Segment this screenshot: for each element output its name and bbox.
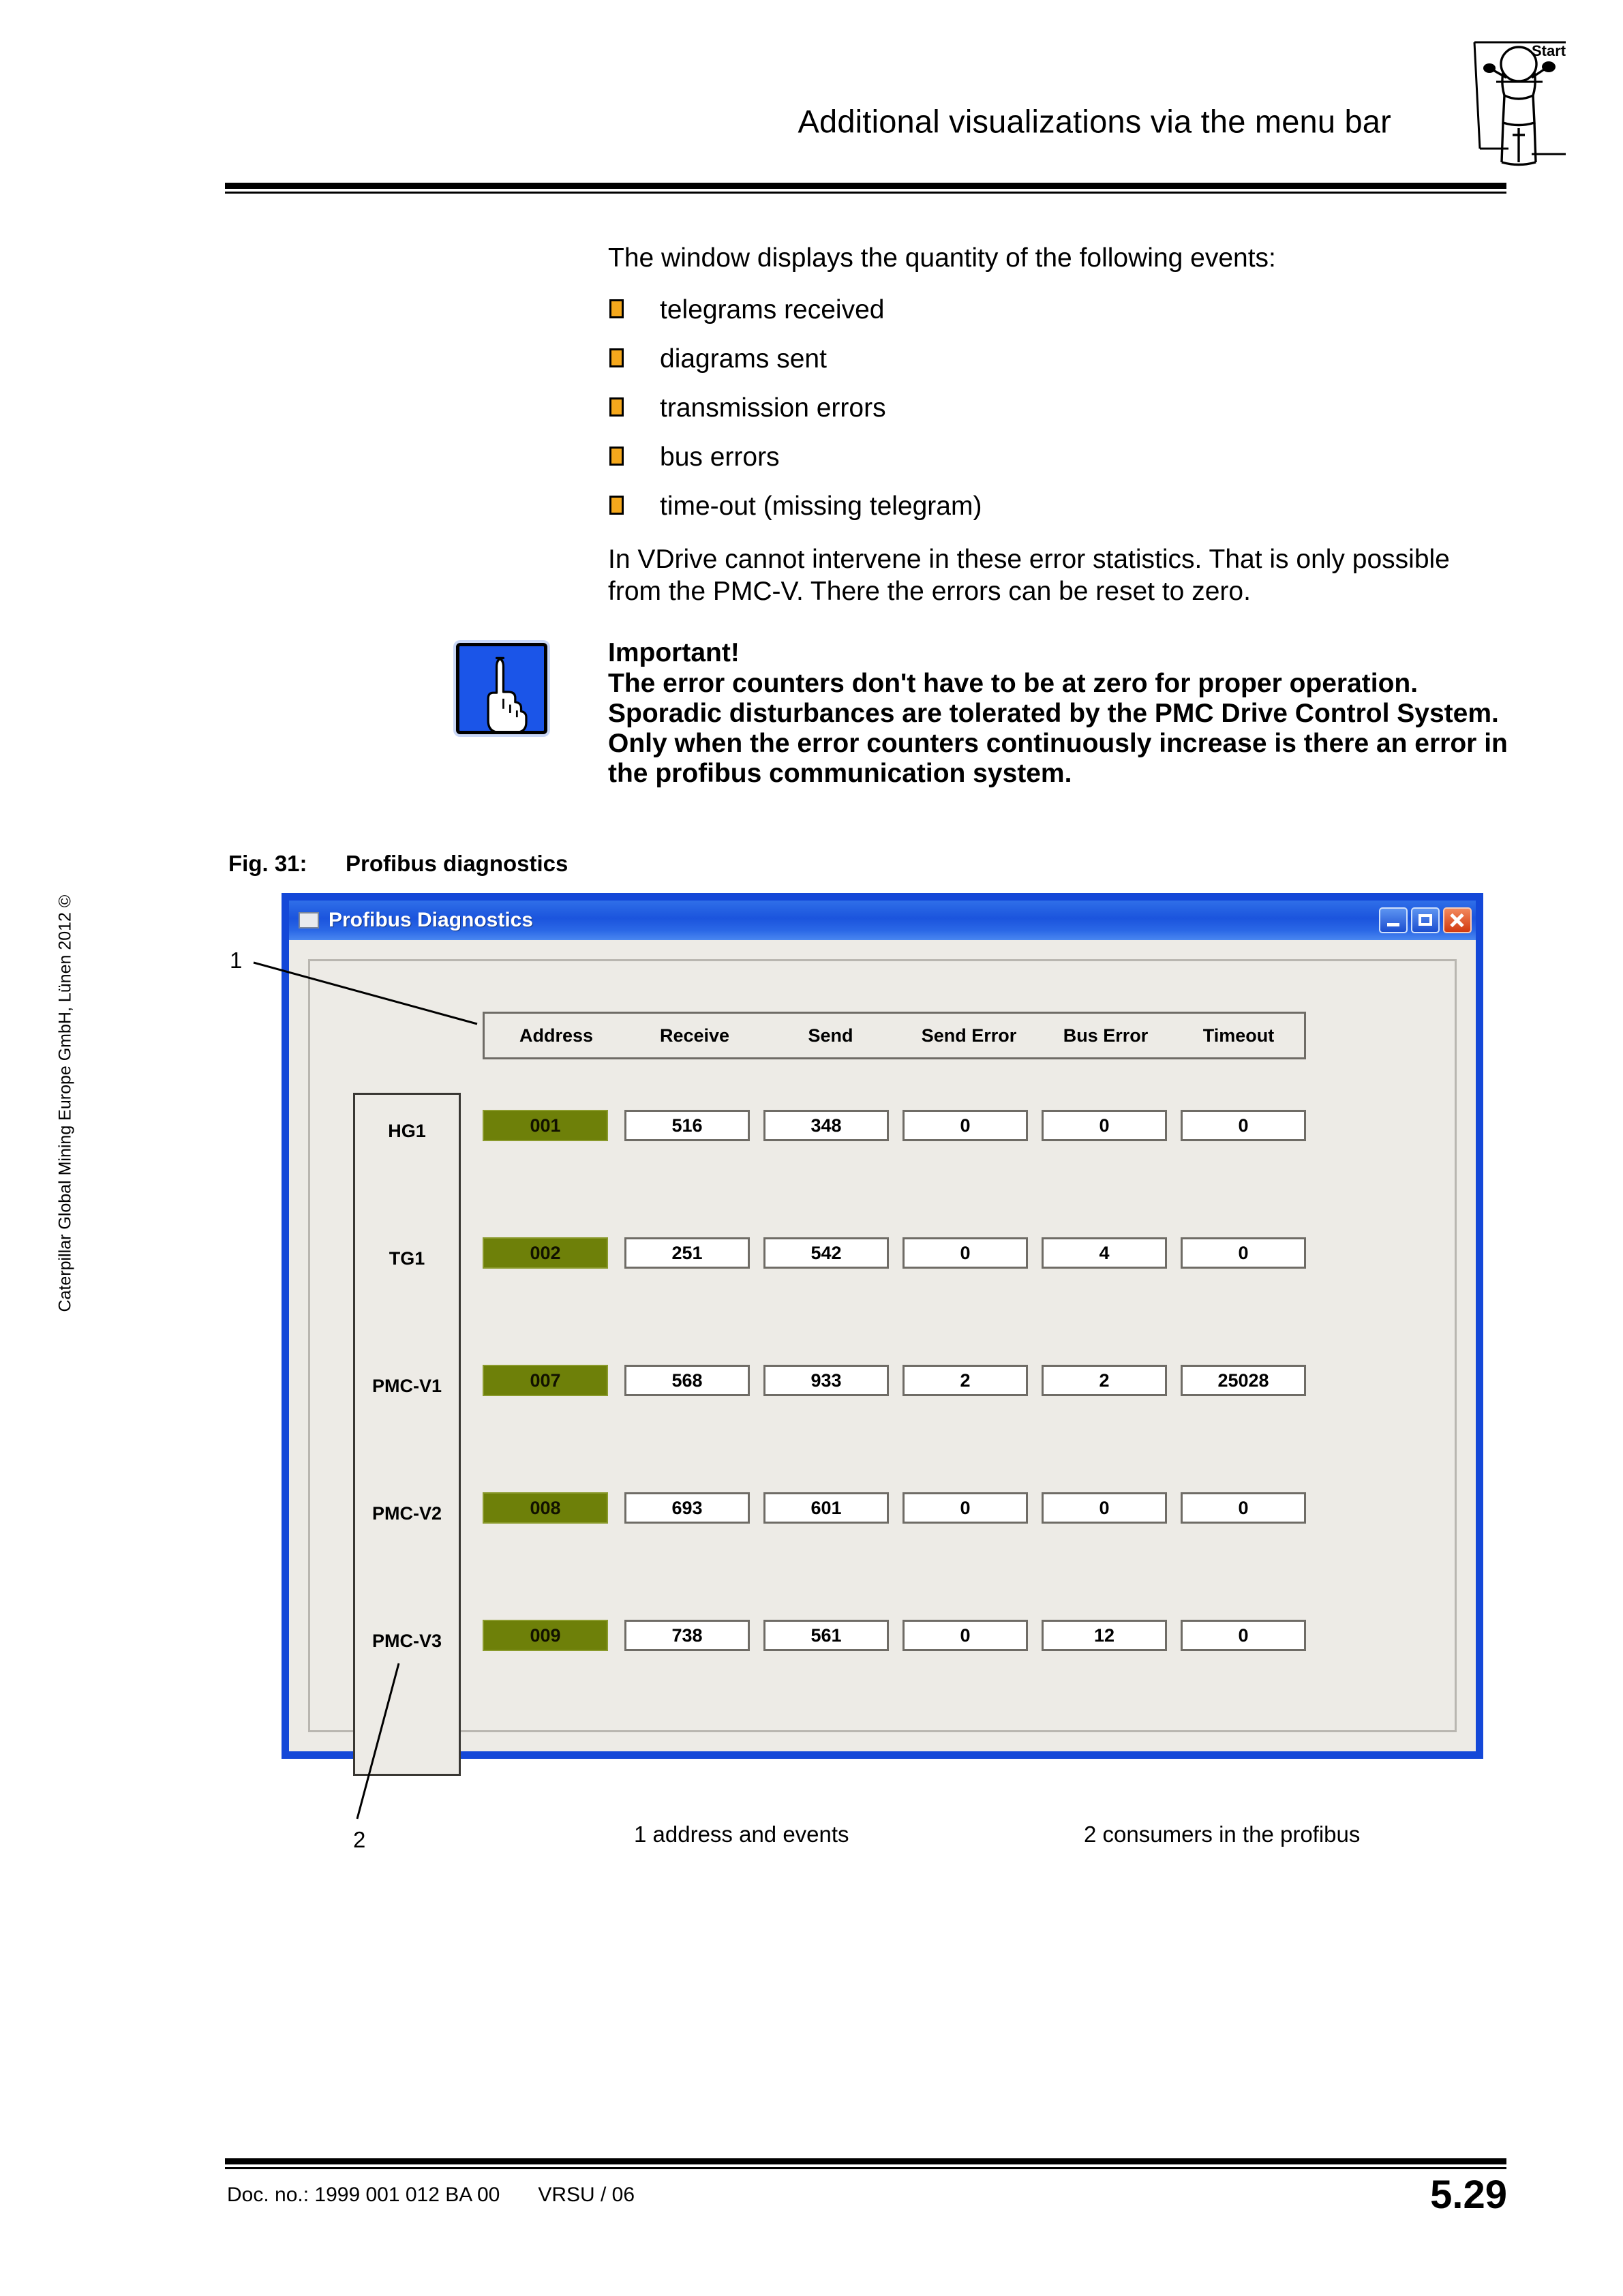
- list-item: [608, 442, 1501, 472]
- important-title: Important!: [608, 638, 740, 667]
- cell-send-error[interactable]: 0: [902, 1620, 1028, 1651]
- cell-send-error[interactable]: 0: [902, 1492, 1028, 1524]
- table-row: [483, 1365, 1306, 1396]
- cell-receive[interactable]: 693: [624, 1492, 750, 1524]
- cell-receive[interactable]: 568: [624, 1365, 750, 1396]
- window-title-bar[interactable]: [289, 901, 1476, 940]
- header-rule: [225, 183, 1506, 189]
- cell-send-error[interactable]: 0: [902, 1110, 1028, 1141]
- cell-bus-error[interactable]: 2: [1042, 1365, 1167, 1396]
- footer-doc-no: Doc. no.: 1999 001 012 BA 00: [227, 2184, 500, 2206]
- window-app-icon: [299, 912, 319, 928]
- page-title: Additional visualizations via the menu bar: [798, 103, 1391, 140]
- start-icon-label: Start: [1532, 42, 1566, 59]
- consumer-name: PMC-V2: [371, 1503, 442, 1524]
- bullet-square-icon: [609, 496, 624, 515]
- cell-send[interactable]: 601: [763, 1492, 889, 1524]
- important-note: [608, 637, 1508, 789]
- column-header-send: Send: [808, 1025, 853, 1046]
- profibus-diagnostics-window: [282, 893, 1483, 1759]
- consumer-name: TG1: [389, 1248, 425, 1269]
- cell-receive[interactable]: 251: [624, 1237, 750, 1269]
- diagnostics-panel: [308, 959, 1457, 1732]
- mid-paragraph: In VDrive cannot intervene in these error statistics. That is only possible from the PMC-V. There the errors can be reset to zero.: [608, 545, 1450, 606]
- table-row: [483, 1492, 1306, 1524]
- cell-timeout[interactable]: 0: [1181, 1237, 1306, 1269]
- pointing-hand-icon: [456, 643, 547, 734]
- cell-timeout[interactable]: 0: [1181, 1492, 1306, 1524]
- cell-bus-error[interactable]: 12: [1042, 1620, 1167, 1651]
- minimize-button[interactable]: [1379, 907, 1408, 933]
- list-item-label: diagrams sent: [660, 344, 827, 374]
- important-body: The error counters don't have to be at zero for proper operation. Sporadic disturbances are tolerated by the PMC Drive Control System. Only when the error counters continuously increase is there an error in the profibus communication system.: [608, 669, 1508, 788]
- consumer-name: PMC-V1: [371, 1376, 442, 1396]
- footer-document-info: [227, 2184, 635, 2207]
- list-item-label: time-out (missing telegram): [660, 492, 982, 521]
- page-number: 5.29: [1430, 2173, 1507, 2217]
- list-item-label: transmission errors: [660, 393, 886, 423]
- legend-entry-2: 2 consumers in the profibus: [1084, 1822, 1361, 1847]
- cell-bus-error[interactable]: 0: [1042, 1110, 1167, 1141]
- figure-label: Fig. 31:: [228, 851, 307, 876]
- list-item: [608, 393, 1501, 423]
- copyright-sidebar: Caterpillar Global Mining Europe GmbH, Lünen 2012 ©: [55, 894, 75, 1312]
- window-title: Profibus Diagnostics: [329, 909, 534, 931]
- cell-timeout[interactable]: 25028: [1181, 1365, 1306, 1396]
- column-header-address: Address: [519, 1025, 594, 1046]
- legend-entry-1: 1 address and events: [634, 1822, 849, 1847]
- cell-timeout[interactable]: 0: [1181, 1110, 1306, 1141]
- maximize-button[interactable]: [1411, 907, 1440, 933]
- footer-rule: [225, 2158, 1506, 2164]
- close-button[interactable]: [1443, 907, 1472, 933]
- callout-marker-1: 1: [230, 948, 243, 973]
- intro-paragraph: The window displays the quantity of the following events:: [608, 243, 1276, 273]
- cell-send-error[interactable]: 2: [902, 1365, 1028, 1396]
- bullet-square-icon: [609, 299, 624, 318]
- grid-header-row: [483, 1012, 1306, 1059]
- column-header-send-error: Send Error: [921, 1025, 1017, 1046]
- cell-timeout[interactable]: 0: [1181, 1620, 1306, 1651]
- consumer-name: PMC-V3: [371, 1631, 442, 1651]
- cell-send[interactable]: 561: [763, 1620, 889, 1651]
- list-item: [608, 295, 1501, 325]
- footer-rule-secondary: [225, 2167, 1506, 2169]
- bullet-square-icon: [609, 348, 624, 367]
- list-item: [608, 492, 1501, 522]
- cell-receive[interactable]: 738: [624, 1620, 750, 1651]
- cell-send[interactable]: 933: [763, 1365, 889, 1396]
- list-item-label: telegrams received: [660, 295, 885, 324]
- cell-bus-error[interactable]: 4: [1042, 1237, 1167, 1269]
- cell-address[interactable]: 007: [483, 1365, 608, 1396]
- page-header: [0, 0, 1623, 205]
- table-row: [483, 1110, 1306, 1141]
- figure-caption: [228, 851, 568, 877]
- header-rule-secondary: [225, 192, 1506, 194]
- table-row: [483, 1237, 1306, 1269]
- cell-send-error[interactable]: 0: [902, 1237, 1028, 1269]
- body-content: [608, 242, 1501, 607]
- consumer-name: HG1: [388, 1121, 426, 1141]
- cell-address[interactable]: 002: [483, 1237, 608, 1269]
- cell-receive[interactable]: 516: [624, 1110, 750, 1141]
- cell-send[interactable]: 348: [763, 1110, 889, 1141]
- list-item: [608, 344, 1501, 374]
- bullet-square-icon: [609, 447, 624, 466]
- cell-send[interactable]: 542: [763, 1237, 889, 1269]
- column-header-receive: Receive: [659, 1025, 730, 1046]
- footer-revision: VRSU / 06: [538, 2184, 635, 2206]
- figure-caption-text: Profibus diagnostics: [346, 851, 568, 876]
- events-bullet-list: [608, 295, 1501, 522]
- start-operator-icon: [1469, 33, 1571, 166]
- cell-address[interactable]: 001: [483, 1110, 608, 1141]
- column-header-timeout: Timeout: [1202, 1025, 1275, 1046]
- bullet-square-icon: [609, 397, 624, 417]
- list-item-label: bus errors: [660, 442, 780, 472]
- table-row: [483, 1620, 1306, 1651]
- cell-address[interactable]: 009: [483, 1620, 608, 1651]
- window-body: [289, 940, 1476, 1751]
- consumers-panel: [353, 1093, 461, 1776]
- cell-address[interactable]: 008: [483, 1492, 608, 1524]
- callout-marker-2: 2: [353, 1827, 366, 1852]
- figure-legend: [634, 1822, 1486, 1847]
- column-header-bus-error: Bus Error: [1063, 1025, 1149, 1046]
- cell-bus-error[interactable]: 0: [1042, 1492, 1167, 1524]
